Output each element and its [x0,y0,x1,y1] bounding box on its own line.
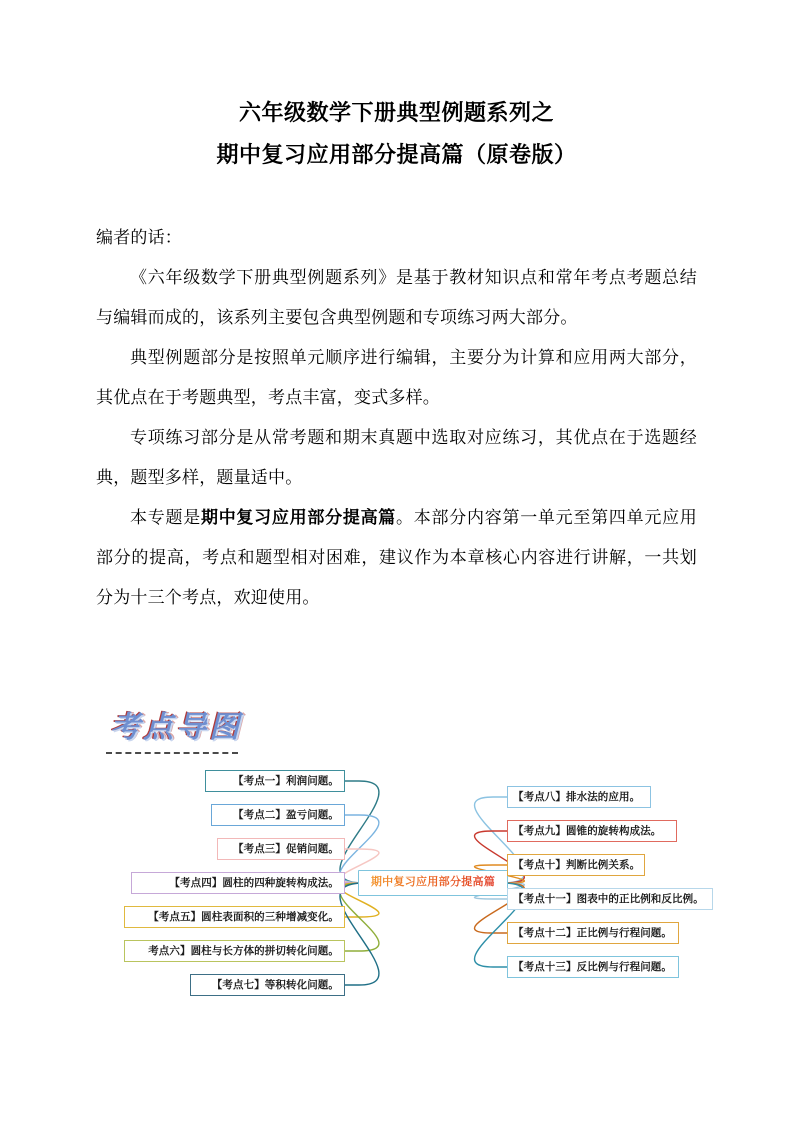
paragraph-4-emphasis: 期中复习应用部分提高篇 [200,508,397,527]
mindmap-node-left-2[interactable]: 【考点二】盈亏问题。 [211,804,345,826]
mindmap-node-right-4[interactable]: 【考点十一】图表中的正比例和反比例。 [507,888,713,910]
mindmap-node-left-3[interactable]: 【考点三】促销问题。 [217,838,345,860]
mindmap-heading-underline [106,752,238,754]
mindmap-node-right-2[interactable]: 【考点九】圆锥的旋转构成法。 [507,820,677,842]
document-title [96,0,697,176]
editor-note-label: 编者的话： [96,228,182,247]
paragraph-4-suffix: 。本部分内容第一单元至第四单元应用部分的提高，考点和题型相对困难，建议作为本章核心内容进行讲解，一共划分为十三个考点，欢迎使用。 [96,508,698,607]
paragraph-1: 《六年级数学下册典型例题系列》是基于教材知识点和常年考点考题总结与编辑而成的，该系列主要包含典型例题和专项练习两大部分。 [96,268,697,327]
paragraph-3: 专项练习部分是从常考题和期末真题中选取对应练习，其优点在于选题经典，题型多样，题量适中。 [96,428,697,487]
paragraph-2: 典型例题部分是按照单元顺序进行编辑，主要分为计算和应用两大部分，其优点在于考题典型，考点丰富，变式多样。 [96,348,697,407]
mindmap-section-heading [104,706,334,768]
title-line-1: 六年级数学下册典型例题系列之 [238,100,554,125]
mindmap-node-left-6[interactable]: 考点六】圆柱与长方体的拼切转化问题。 [124,940,345,962]
title-line-2: 期中复习应用部分提高篇（原卷版） [216,142,577,167]
paragraph-4-prefix: 本专题是 [130,508,201,527]
mindmap-connector [340,883,379,985]
mindmap-node-right-6[interactable]: 【考点十三】反比例与行程问题。 [507,956,679,978]
mindmap-node-left-5[interactable]: 【考点五】圆柱表面积的三种增减变化。 [124,906,345,928]
mindmap-connector [340,781,379,883]
mindmap [0,762,793,1018]
document-body [96,218,697,618]
mindmap-node-left-4[interactable]: 【考点四】圆柱的四种旋转构成法。 [131,872,345,894]
paragraph-4 [96,498,697,618]
mindmap-section-heading-text: 考点导图 [110,711,242,744]
mindmap-node-right-1[interactable]: 【考点八】排水法的应用。 [507,786,651,808]
mindmap-node-right-5[interactable]: 【考点十二】正比例与行程问题。 [507,922,679,944]
mindmap-node-left-1[interactable]: 【考点一】利润问题。 [205,770,345,792]
mindmap-node-right-3[interactable]: 【考点十】判断比例关系。 [507,854,645,876]
mindmap-node-left-7[interactable]: 【考点七】等积转化问题。 [190,974,345,996]
mindmap-center-node[interactable]: 期中复习应用部分提高篇 [358,870,508,896]
